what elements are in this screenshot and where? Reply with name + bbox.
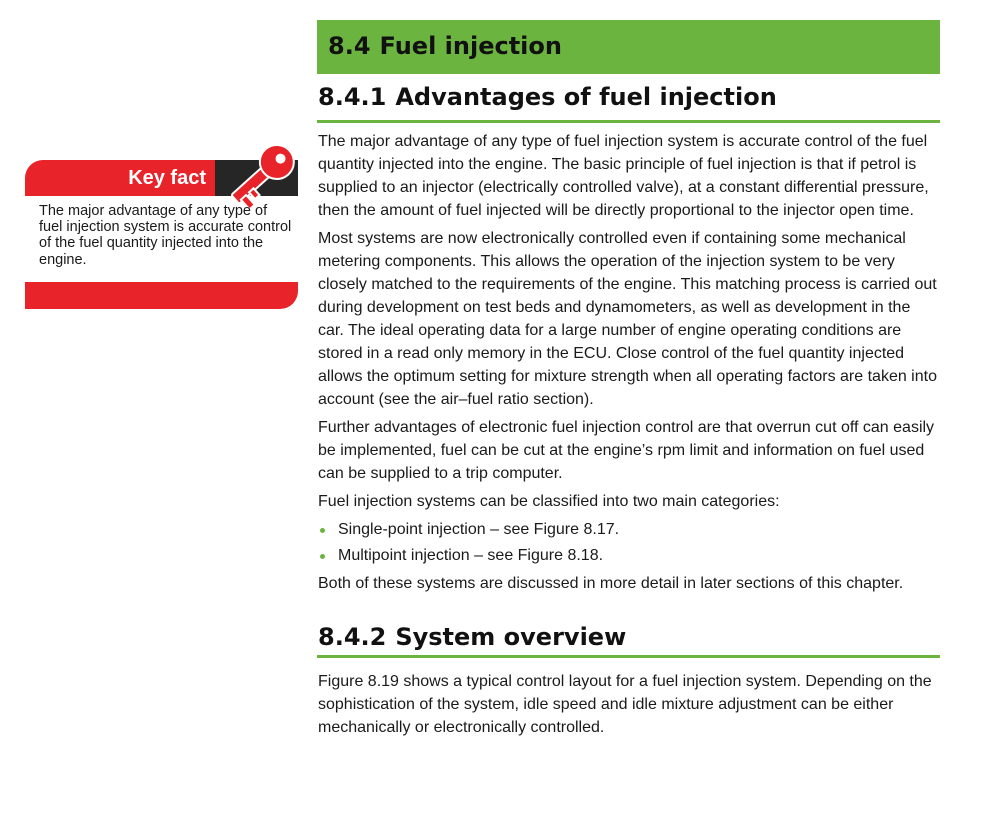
subsection-body-overview xyxy=(317,670,940,739)
subsection-body-advantages xyxy=(317,130,940,595)
subsection-number: 8.4.2 xyxy=(318,623,387,651)
key-fact-title: Key fact xyxy=(128,167,206,189)
section-title: Fuel injection xyxy=(379,32,562,60)
bullet-list xyxy=(317,518,940,567)
paragraph: Figure 8.19 shows a typical control layout for a fuel injection system. Depending on the sophistication of the system, idle speed and idle mixture adjustment can be either mechanically or electronically controlled. xyxy=(318,673,932,736)
list-item: Multipoint injection – see Figure 8.18. xyxy=(317,544,940,567)
section-number: 8.4 xyxy=(328,32,371,60)
key-fact-box xyxy=(25,134,298,309)
paragraph: The major advantage of any type of fuel injection system is accurate control of the fuel quantity injected into the engine. The basic principle of fuel injection is that if petrol is supplied to an injector (electrically controlled valve), at a constant differential pressure, then the amount of fuel injected will be directly proportional to the injector open time. xyxy=(318,133,929,219)
subsection-heading-overview xyxy=(317,622,940,658)
subsection-number: 8.4.1 xyxy=(318,83,387,111)
subsection-heading-advantages xyxy=(317,82,940,123)
paragraph: Both of these systems are discussed in more detail in later sections of this chapter. xyxy=(318,575,904,592)
subsection-title: Advantages of fuel injection xyxy=(395,83,777,111)
paragraph: Most systems are now electronically controlled even if containing some mechanical metering components. This allows the operation of the injection system to be very closely matched to the requirements of the engine. This matching process is carried out during development on test beds and dynamometers, as well as development in the car. The ideal operating data for a large number of engine operating conditions are stored in a read only memory in the ECU. Close control of the fuel quantity injected allows the optimum setting for mixture strength when all operating factors are taken into account (see the air–fuel ratio section). xyxy=(318,230,937,408)
subsection-title: System overview xyxy=(395,623,627,651)
key-fact-footer xyxy=(25,282,298,309)
list-item: Single-point injection – see Figure 8.17. xyxy=(317,518,940,541)
paragraph: Further advantages of electronic fuel injection control are that overrun cut off can easily be implemented, fuel can be cut at the engine’s rpm limit and information on fuel used can be supplied to a trip computer. xyxy=(318,419,935,482)
section-heading xyxy=(328,31,940,61)
section-banner xyxy=(317,20,940,74)
key-fact-text: The major advantage of any type of fuel injection system is accurate control of the fuel quantity injected into the engine. xyxy=(39,203,292,268)
paragraph: Fuel injection systems can be classified into two main categories: xyxy=(318,493,780,510)
main-content xyxy=(317,20,940,744)
